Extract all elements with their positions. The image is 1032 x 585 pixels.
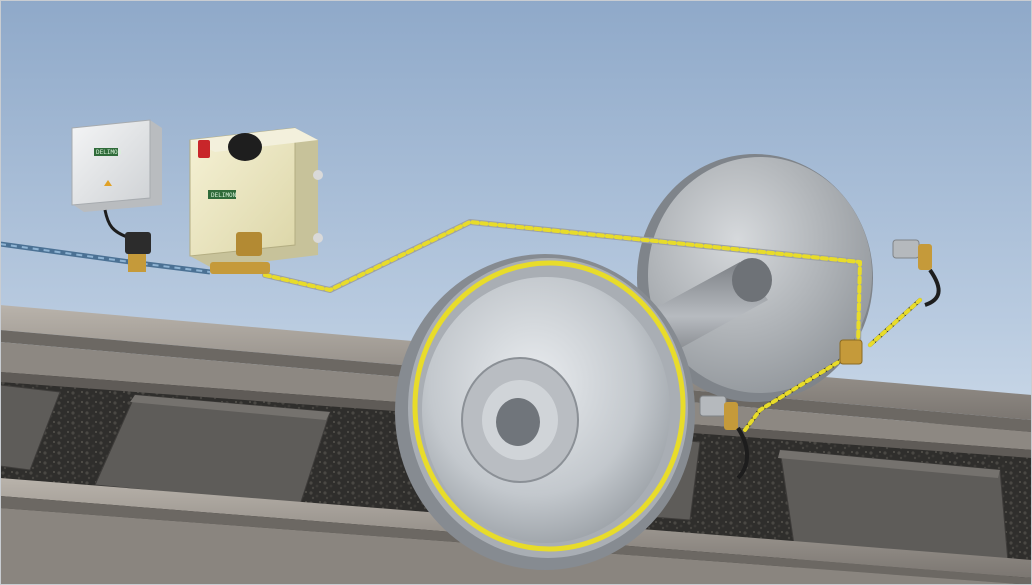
pump-display-text: DELIMON [211,192,237,199]
pump-valve [236,232,262,256]
solenoid-valve [125,232,151,254]
controller-display-text: DELIMON [96,149,122,156]
near-wheel [395,254,695,570]
pump-unit [190,128,323,274]
reservoir-cap [228,133,262,161]
red-button [198,140,210,158]
